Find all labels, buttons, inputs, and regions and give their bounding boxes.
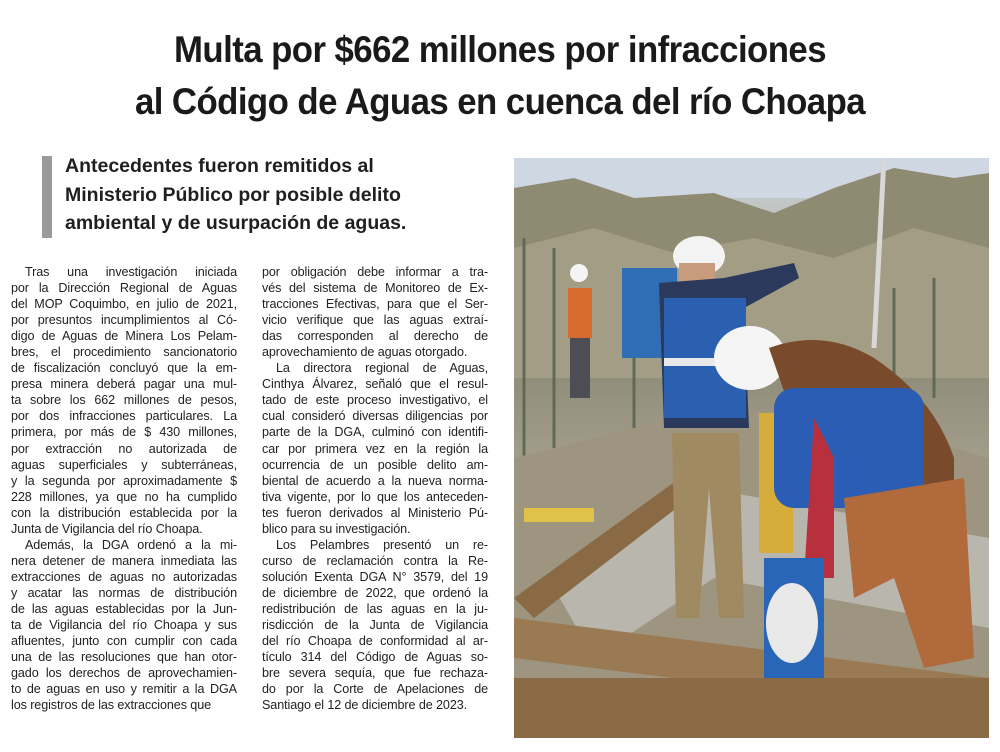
headline-line-1: Multa por $662 millones por infracciones — [174, 29, 826, 70]
article-line: Santiago el 12 de diciembre de 2023. — [262, 698, 468, 713]
article-line: Tras una investigación iniciada — [25, 265, 237, 279]
article-column-1 — [11, 264, 237, 713]
article-line: blico para su investigación. — [262, 521, 411, 536]
article-line: por dos infracciones particulares. La — [11, 409, 237, 424]
article-line: tes fueron derivados al Ministerio Pú- — [262, 505, 488, 520]
article-line: presa minera deberá pagar una mul- — [11, 377, 237, 392]
article-line: por la Dirección Regional de Aguas — [11, 281, 237, 296]
article-line: aguas superficiales y subterráneas, — [11, 457, 237, 472]
article-line: to de aguas en uso y remitir a la DGA — [11, 682, 237, 697]
article-line: ta de Vigilancia del río Choapa y sus — [11, 618, 237, 633]
article-line: bres, el procedimiento sancionatorio — [11, 345, 237, 360]
article-line: primera, por más de $ 430 millones, — [11, 425, 237, 440]
subhead-accent-bar — [42, 156, 52, 238]
headline — [30, 24, 970, 128]
article-line: vicio verifique que las aguas extraí- — [262, 313, 488, 328]
article-line: de fiscalización concluyó que la em- — [11, 361, 237, 376]
news-photo — [514, 158, 989, 738]
article-line: y la segunda por aproximadamente $ — [11, 473, 237, 488]
article-line: tado de este proceso investigativo, el — [262, 393, 488, 408]
article-line: bre severa sequía, que fue rechaza- — [262, 666, 488, 681]
article-line: Junta de Vigilancia del río Choapa. — [11, 521, 203, 536]
article-line: por obligación debe informar a tra- — [262, 265, 488, 279]
article-line: por presuntos incumplimientos al Có- — [11, 313, 237, 328]
article-line: redistribución de las aguas en la ju- — [262, 601, 488, 616]
article-line: biental de acuerdo a la nueva norma- — [262, 473, 488, 488]
article-line: y acatar las normas de distribución — [11, 585, 237, 600]
article-line: una de las resoluciones que han otor- — [11, 650, 237, 665]
article-line: del río Choapa de conformidad al ar- — [262, 634, 488, 649]
article-line: 228 millones, ya que no ha cumplido — [11, 489, 237, 504]
subhead-line-2: Ministerio Público por posible delito — [65, 183, 401, 206]
article-line: gado los derechos de aprovechamien- — [11, 666, 237, 681]
article-line: con la distribución establecida por la — [11, 505, 237, 520]
article-line: afluentes, junto con cumplir con cada — [11, 634, 237, 649]
article-line: tículo 314 del Código de Aguas so- — [262, 650, 488, 665]
subhead-line-3: ambiental y de usurpación de aguas. — [65, 212, 407, 234]
article-line: vés del sistema de Monitoreo de Ex- — [262, 281, 488, 296]
article-line: de diciembre de 2022, que ordenó la — [262, 585, 488, 600]
article-line: digo de Aguas de Minera Los Pelam- — [11, 329, 237, 344]
article-line: del MOP Coquimbo, en julio de 2021, — [11, 297, 237, 312]
article-line: La directora regional de Aguas, — [276, 361, 488, 376]
article-line: tracciones Efectivas, para que el Ser- — [262, 297, 488, 312]
article-line: por extracción no autorizada de — [11, 441, 237, 456]
article-line: ta sobre los 662 millones de pesos, — [11, 393, 237, 408]
article-line: aprovechamiento de aguas otorgado. — [262, 345, 468, 360]
article-line: los registros de las extracciones que — [11, 698, 212, 713]
article-line: Además, la DGA ordenó a la mi- — [25, 537, 237, 552]
article-line: de las aguas establecidas por la Jun- — [11, 601, 237, 616]
article-line: ocurrencia de un posible delito am- — [262, 457, 488, 472]
article-line: do por la Corte de Apelaciones de — [262, 682, 488, 697]
article-line: extracciones de aguas no autorizadas — [11, 569, 237, 584]
article-line: tiva vigente, por lo que los anteceden- — [262, 489, 488, 504]
article-line: car por primera vez en la región la — [262, 441, 488, 456]
article-line: risdicción de la Junta de Vigilancia — [262, 618, 488, 633]
article-line: cual consideró diversas diligencias por — [262, 409, 488, 424]
subhead-line-1: Antecedentes fueron remitidos al — [65, 155, 374, 177]
article-line: Cinthya Álvarez, señaló que el resul- — [262, 377, 488, 392]
subheadline — [65, 152, 495, 238]
article-line: curso de reclamación contra la Re- — [262, 553, 488, 568]
article-line: das corresponden al derecho de — [262, 329, 488, 344]
article-line: Los Pelambres presentó un re- — [276, 537, 488, 552]
article-line: solución Exenta DGA N° 3579, del 19 — [262, 569, 488, 584]
article-line: nera detener de manera inmediata las — [11, 553, 237, 568]
article-line: parte de la DGA, culminó con identifi- — [262, 425, 488, 440]
headline-line-2: al Código de Aguas en cuenca del río Choapa — [134, 81, 866, 122]
article-column-2 — [262, 264, 488, 713]
